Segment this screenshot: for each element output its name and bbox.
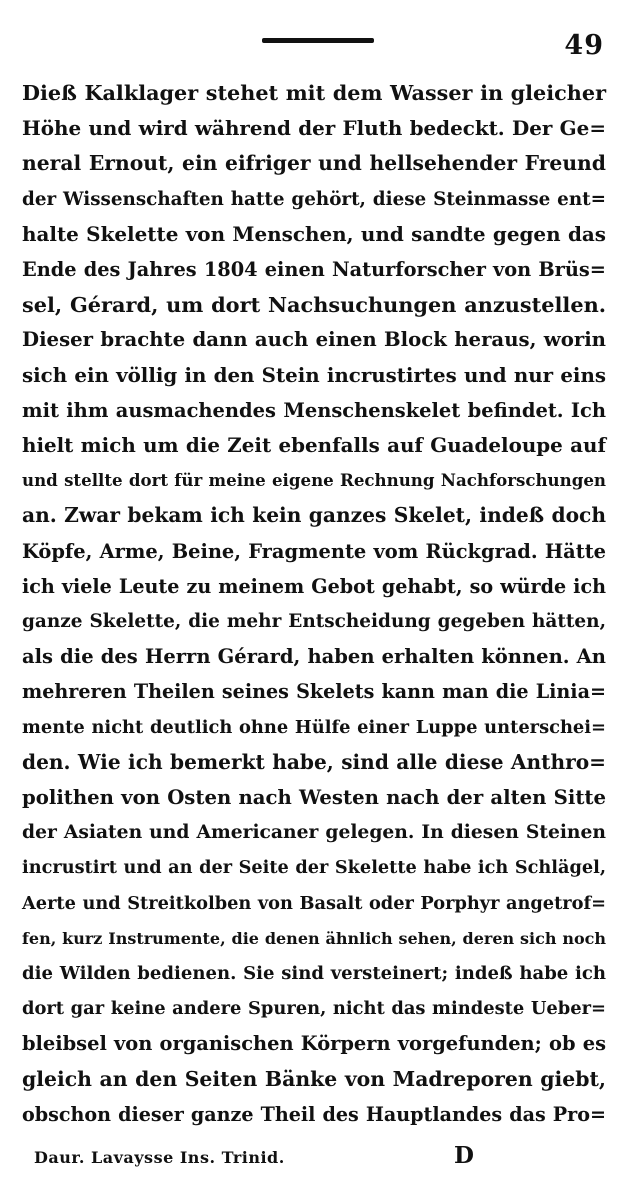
header-rule: [262, 38, 374, 43]
text-line: an. Zwar bekam ich kein ganzes Skelet, indeß doch: [22, 503, 606, 528]
signature-mark: D: [454, 1142, 474, 1169]
text-line: mehreren Theilen seines Skelets kann man die Linia=: [22, 680, 606, 704]
text-line: incrustirt und an der Seite der Skelette habe ich Schlägel,: [22, 857, 606, 879]
text-line: neral Ernout, ein eifriger und hellsehender Freund: [22, 151, 606, 176]
text-line: fen, kurz Instrumente, die denen ähnlich sehen, deren sich noch: [22, 928, 606, 948]
text-line: als die des Herrn Gérard, haben erhalten können. An: [22, 645, 606, 669]
text-line: halte Skelette von Menschen, und sandte gegen das: [22, 221, 606, 246]
text-line: obschon dieser ganze Theil des Hauptlandes das Pro=: [22, 1102, 606, 1126]
text-line: hielt mich um die Zeit ebenfalls auf Guadeloupe auf: [22, 433, 606, 458]
text-line: Dieser brachte dann auch einen Block heraus, worin: [22, 328, 606, 352]
text-line: bleibsel von organischen Körpern vorgefunden; ob es: [22, 1032, 606, 1056]
text-line: dort gar keine andere Spuren, nicht das mindeste Ueber=: [22, 998, 606, 1020]
text-line: die Wilden bedienen. Sie sind versteinert; indeß habe ich: [22, 963, 606, 985]
text-line: polithen von Osten nach Westen nach der alten Sitte: [22, 786, 606, 810]
text-line: der Asiaten und Americaner gelegen. In diesen Steinen: [22, 821, 606, 844]
text-line: gleich an den Seiten Bänke von Madreporen giebt,: [22, 1066, 606, 1091]
body-text: [22, 76, 606, 1132]
text-line: und stellte dort für meine eigene Rechnung Nachforschungen: [22, 470, 606, 491]
text-line: Ende des Jahres 1804 einen Naturforscher von Brüs=: [22, 258, 606, 282]
text-line: Köpfe, Arme, Beine, Fragmente vom Rückgrad. Hätte: [22, 539, 606, 563]
text-line: ich viele Leute zu meinem Gebot gehabt, so würde ich: [22, 574, 606, 598]
text-line: ganze Skelette, die mehr Entscheidung gegeben hätten,: [22, 611, 606, 633]
text-line: sich ein völlig in den Stein incrustirtes und nur eins: [22, 362, 606, 387]
page-footer: [34, 1142, 594, 1178]
text-line: mit ihm ausmachendes Menschenskelet befindet. Ich: [22, 398, 606, 422]
page-number: 49: [564, 30, 604, 61]
text-line: der Wissenschaften hatte gehört, diese Steinmasse ent=: [22, 188, 606, 210]
text-line: den. Wie ich bemerkt habe, sind alle diese Anthro=: [22, 749, 606, 774]
text-line: Höhe und wird während der Fluth bedeckt. Der Ge=: [22, 116, 606, 141]
text-line: sel, Gérard, um dort Nachsuchungen anzustellen.: [22, 292, 606, 318]
text-line: mente nicht deutlich ohne Hülfe einer Luppe unterschei=: [22, 716, 606, 738]
text-line: Dieß Kalklager stehet mit dem Wasser in gleicher: [22, 81, 606, 105]
signature-line: Daur. Lavaysse Ins. Trinid.: [34, 1148, 285, 1167]
text-line: Aerte und Streitkolben von Basalt oder Porphyr angetrof=: [22, 892, 606, 914]
